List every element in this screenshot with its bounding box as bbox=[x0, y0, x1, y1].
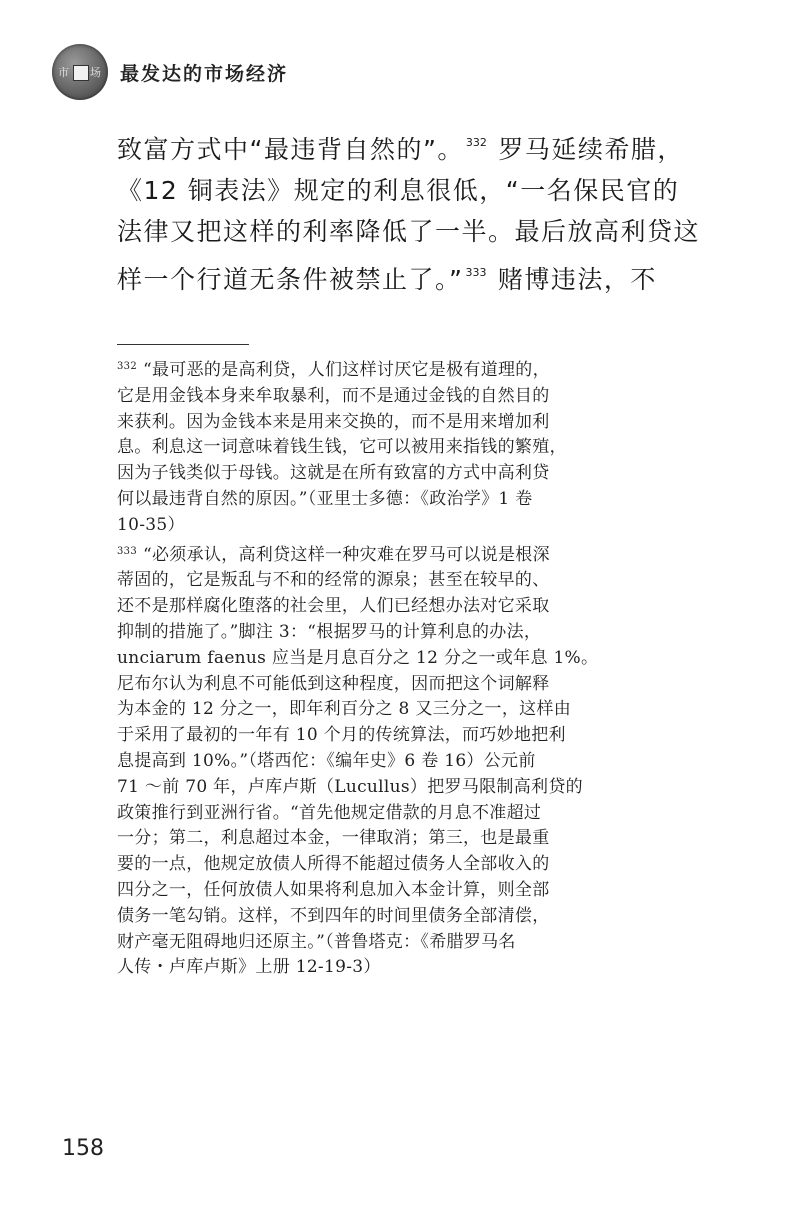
footnote-line: 因为子钱类似于母钱。这就是在所有致富的方式中高利贷 bbox=[117, 463, 550, 484]
footnote-line: unciarum faenus 应当是月息百分之 12 分之一或年息 1%。 bbox=[117, 647, 599, 668]
footnote-line: 蒂固的，它是叛乱与不和的经常的源泉；甚至在较早的、 bbox=[117, 570, 550, 591]
body-line bbox=[117, 211, 701, 252]
body-text-segment: 致富方式中“最违背自然的”。 bbox=[117, 135, 464, 164]
footnote-line: 还不是那样腐化堕落的社会里，人们已经想办法对它采取 bbox=[117, 596, 550, 617]
footnote-line: 抑制的措施了。”脚注 3：“根据罗马的计算利息的办法， bbox=[117, 621, 542, 642]
footnote-332 bbox=[117, 354, 673, 539]
footnote-line: 人传・卢库卢斯》上册 12-19-3） bbox=[117, 957, 381, 978]
footnote-line: 它是用金钱本身来牟取暴利，而不是通过金钱的自然目的 bbox=[117, 385, 550, 406]
footnote-line bbox=[117, 539, 673, 569]
footnotes bbox=[117, 354, 673, 981]
footnote-number: 332 bbox=[117, 361, 137, 372]
footnote-line: 10-35） bbox=[117, 514, 185, 535]
body-paragraph bbox=[117, 122, 701, 300]
footnote-text: “必须承认，高利贷这样一种灾难在罗马可以说是根深 bbox=[143, 544, 550, 565]
footnote-line: 要的一点，他规定放债人所得不能超过债务人全部收入的 bbox=[117, 854, 550, 875]
footnote-333 bbox=[117, 539, 673, 982]
body-line bbox=[117, 170, 680, 211]
footnote-text: “最可恶的是高利贷，人们这样讨厌它是极有道理的， bbox=[143, 360, 550, 380]
header-title: 最发达的市场经济 bbox=[120, 62, 289, 85]
body-line bbox=[117, 252, 677, 300]
coin-logo-icon bbox=[52, 44, 108, 100]
body-text-segment: 法律又把这样的利率降低了一半。最后放高利贷这 bbox=[117, 217, 701, 246]
running-header bbox=[52, 42, 288, 102]
footnote-line: 来获利。因为金钱本来是用来交换的，而不是用来增加利 bbox=[117, 411, 550, 432]
footnote-ref-333[interactable]: 333 bbox=[465, 266, 487, 279]
footnote-line: 尼布尔认为利息不可能低到这种程度，因而把这个词解释 bbox=[117, 673, 550, 694]
footnote-line: 一分；第二，利息超过本金，一律取消；第三，也是最重 bbox=[117, 828, 550, 849]
body-text-segment: 样一个行道无条件被禁止了。” bbox=[117, 265, 464, 294]
footnote-line: 为本金的 12 分之一，即年利百分之 8 又三分之一，这样由 bbox=[117, 699, 572, 720]
coin-square-hole bbox=[73, 65, 89, 81]
body-text-segment: 赌博违法，不 bbox=[497, 265, 657, 294]
body-text-segment: 《12 铜表法》规定的利息很低，“一名保民官的 bbox=[117, 176, 680, 205]
footnote-line: 债务一笔勾销。这样，不到四年的时间里债务全部清偿， bbox=[117, 905, 550, 926]
footnote-line: 政策推行到亚洲行省。“首先他规定借款的月息不准超过 bbox=[117, 802, 542, 823]
footnote-line bbox=[117, 354, 673, 384]
footnote-ref-332[interactable]: 332 bbox=[465, 136, 487, 149]
footnote-line: 息提高到 10%。”（塔西佗：《编年史》6 卷 16）公元前 bbox=[117, 750, 536, 771]
footnote-line: 四分之一，任何放债人如果将利息加入本金计算，则全部 bbox=[117, 879, 550, 900]
page-number: 158 bbox=[62, 1136, 104, 1161]
footnote-divider bbox=[117, 344, 249, 345]
footnote-line: 何以最违背自然的原因。”（亚里士多德：《政治学》1 卷 bbox=[117, 488, 533, 509]
footnote-line: 财产毫无阻碍地归还原主。”（普鲁塔克：《希腊罗马名 bbox=[117, 931, 516, 952]
footnote-number: 333 bbox=[117, 545, 137, 557]
body-line bbox=[117, 122, 684, 170]
body-text-segment: 罗马延续希腊， bbox=[498, 135, 684, 164]
footnote-line: 71 ～前 70 年，卢库卢斯（Lucullus）把罗马限制高利贷的 bbox=[117, 776, 583, 797]
coin-glyph-left: 市 bbox=[58, 66, 69, 79]
coin-glyph-right: 场 bbox=[90, 66, 101, 79]
footnote-line: 于采用了最初的一年有 10 个月的传统算法，而巧妙地把利 bbox=[117, 725, 566, 746]
footnote-line: 息。利息这一词意味着钱生钱，它可以被用来指钱的繁殖， bbox=[117, 437, 567, 458]
